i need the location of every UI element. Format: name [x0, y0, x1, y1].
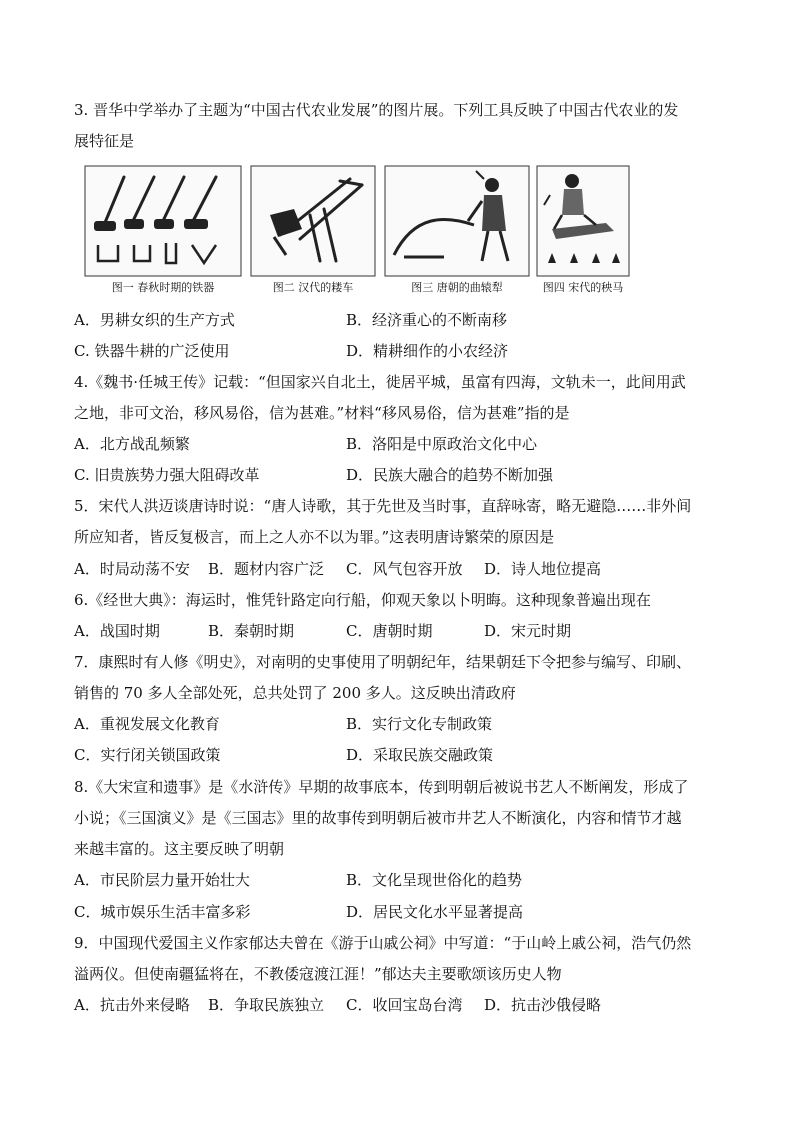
q8-option-c[interactable]: C．城市娱乐生活丰富多彩 [74, 903, 251, 921]
q7-option-a[interactable]: A．重视发展文化教育 [74, 715, 220, 733]
seed-drill-illustration [250, 165, 376, 277]
q5-option-a[interactable]: A．时局动荡不安 [74, 560, 190, 578]
q4-option-b[interactable]: B．洛阳是中原政治文化中心 [346, 435, 538, 453]
q3-stem-line-2: 展特征是 [74, 132, 135, 150]
figure-caption-2: 图二 汉代的耧车 [272, 281, 354, 294]
q9-option-d[interactable]: D．抗击沙俄侵略 [484, 996, 602, 1014]
q4-option-d[interactable]: D．民族大融合的趋势不断加强 [346, 466, 554, 484]
q4-option-a[interactable]: A．北方战乱频繁 [74, 435, 190, 453]
q9-option-b[interactable]: B．争取民族独立 [208, 996, 325, 1014]
q8-option-d[interactable]: D．居民文化水平显著提高 [346, 903, 524, 921]
q6-option-c[interactable]: C．唐朝时期 [346, 622, 433, 640]
q5-option-b[interactable]: B．题材内容广泛 [208, 560, 325, 578]
q5-option-d[interactable]: D．诗人地位提高 [484, 560, 602, 578]
q8-stem-line-2: 小说；《三国演义》是《三国志》里的故事传到明朝后被市井艺人不断演化，内容和情节才越 [74, 809, 682, 827]
q6-option-d[interactable]: D．宋元时期 [484, 622, 572, 640]
q8-option-a[interactable]: A．市民阶层力量开始壮大 [74, 871, 250, 889]
q7-option-c[interactable]: C．实行闭关锁国政策 [74, 746, 221, 764]
q5-stem-line-1: 5．宋代人洪迈谈唐诗时说：“唐人诗歌，其于先世及当时事，直辞咏寄，略无避隐……非外间 [74, 497, 692, 515]
q7-option-d[interactable]: D．采取民族交融政策 [346, 746, 494, 764]
q6-option-b[interactable]: B．秦朝时期 [208, 622, 295, 640]
iron-tools-illustration [84, 165, 242, 277]
q7-stem-line-2: 销售的 70 多人全部处死，总共处罚了 200 多人。这反映出清政府 [74, 684, 516, 702]
seedling-horse-illustration [536, 165, 630, 277]
q4-stem-line-2: 之地，非可文治，移风易俗，信为甚难。”材料“移风易俗，信为甚难”指的是 [74, 404, 570, 422]
q6-option-a[interactable]: A．战国时期 [74, 622, 160, 640]
figure-iron-tools [84, 165, 242, 295]
figure-seedling-horse [536, 165, 630, 295]
figure-seed-drill [250, 165, 376, 295]
q4-stem-line-1: 4.《魏书·任城王传》记载：“但国家兴自北土，徙居平城，虽富有四海，文轨未一，此间用武 [74, 373, 686, 391]
curved-plough-illustration [384, 165, 530, 277]
figure-caption-3: 图三 唐朝的曲辕犁 [411, 281, 503, 294]
q8-stem-line-1: 8.《大宋宣和遗事》是《水浒传》早期的故事底本，传到明朝后被说书艺人不断阐发，形成了 [74, 778, 689, 796]
q7-option-b[interactable]: B．实行文化专制政策 [346, 715, 493, 733]
q9-option-c[interactable]: C．收回宝岛台湾 [346, 996, 463, 1014]
q3-option-d[interactable]: D．精耕细作的小农经济 [346, 342, 509, 360]
q4-option-c[interactable]: C. 旧贵族势力强大阻碍改革 [74, 466, 260, 484]
q5-stem-line-2: 所应知者，皆反复极言，而上之人亦不以为罪。”这表明唐诗繁荣的原因是 [74, 528, 555, 546]
q9-stem-line-2: 溢两仪。但使南疆猛将在，不教倭寇渡江涯！”郁达夫主要歌颂该历史人物 [74, 965, 562, 983]
q3-figure-strip [84, 165, 630, 295]
figure-curved-plough [384, 165, 530, 295]
q5-option-c[interactable]: C．风气包容开放 [346, 560, 463, 578]
figure-caption-4: 图四 宋代的秧马 [542, 281, 624, 294]
q3-stem-line-1: 3. 晋华中学举办了主题为“中国古代农业发展”的图片展。下列工具反映了中国古代农业的发 [74, 101, 679, 119]
figure-caption-1: 图一 春秋时期的铁器 [111, 281, 215, 294]
q9-stem-line-1: 9．中国现代爱国主义作家郁达夫曾在《游于山戚公祠》中写道：“于山岭上戚公祠，浩气仍然 [74, 934, 692, 952]
q8-stem-line-3: 来越丰富的。这主要反映了明朝 [74, 840, 285, 858]
q8-option-b[interactable]: B．文化呈现世俗化的趋势 [346, 871, 523, 889]
q3-option-b[interactable]: B．经济重心的不断南移 [346, 311, 508, 329]
q9-option-a[interactable]: A．抗击外来侵略 [74, 996, 190, 1014]
q7-stem-line-1: 7．康熙时有人修《明史》，对南明的史事使用了明朝纪年，结果朝廷下令把参与编写、印刷、 [74, 653, 692, 671]
q6-stem-line-1: 6.《经世大典》：海运时，惟凭针路定向行船，仰观天象以卜明晦。这种现象普遍出现在 [74, 591, 651, 609]
q3-option-c[interactable]: C. 铁器牛耕的广泛使用 [74, 342, 230, 360]
q3-option-a[interactable]: A．男耕女织的生产方式 [74, 311, 235, 329]
